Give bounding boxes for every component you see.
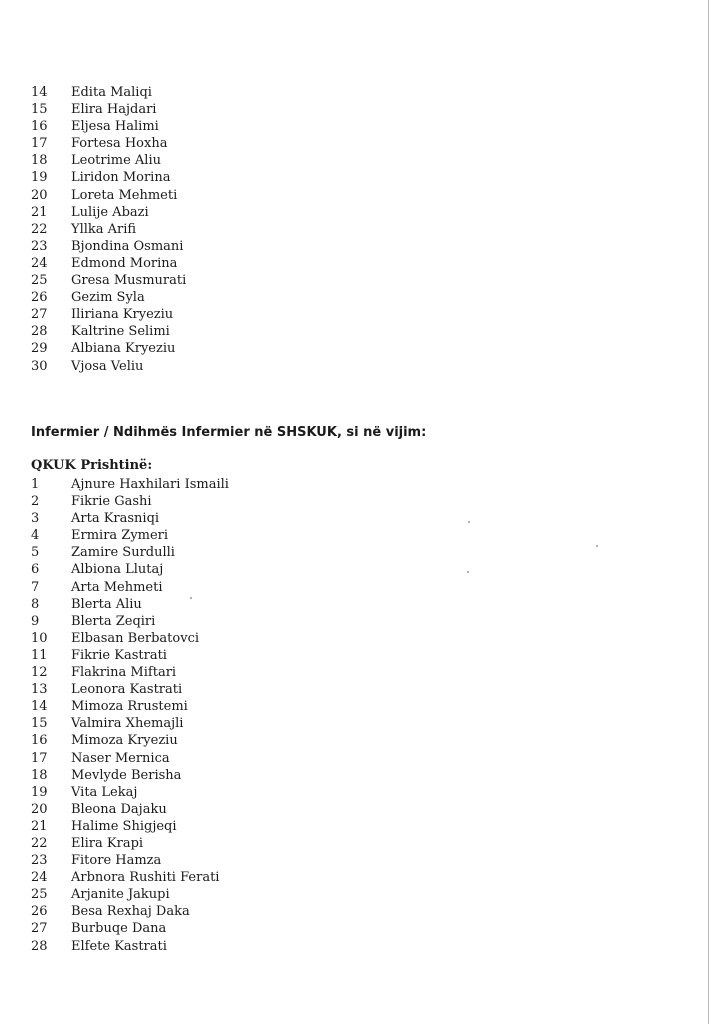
list-item [31, 255, 431, 272]
list-item [31, 493, 431, 510]
item-number: 30 [31, 358, 48, 374]
person-name: Fikrie Kastrati [71, 647, 167, 663]
item-number: 2 [31, 494, 40, 510]
list-item [31, 647, 431, 664]
item-number: 6 [31, 562, 40, 578]
item-number: 18 [31, 153, 48, 169]
list-item [31, 358, 431, 375]
item-number: 16 [31, 119, 48, 135]
person-name: Yllka Arifi [71, 221, 137, 237]
item-number: 25 [31, 273, 48, 289]
list-item [31, 801, 431, 818]
list-item [31, 698, 431, 715]
person-name: Arjanite Jakupi [71, 887, 170, 903]
item-number: 7 [31, 579, 40, 595]
list-item [31, 920, 431, 937]
person-name: Leotrime Aliu [71, 153, 161, 169]
person-name: Iliriana Kryeziu [71, 307, 174, 323]
list-item [31, 715, 431, 732]
person-name: Blerta Zeqiri [71, 613, 156, 629]
list-item [31, 118, 431, 135]
item-number: 23 [31, 853, 48, 869]
list-item [31, 169, 431, 186]
section-heading: Infermier / Ndihmës Infermier në SHSKUK, si në vijim: [31, 425, 427, 440]
person-name: Elira Krapi [71, 835, 144, 851]
person-name: Zamire Surdulli [71, 545, 175, 561]
person-name: Ajnure Haxhilari Ismaili [71, 477, 229, 492]
list-item [31, 784, 431, 801]
list-item [31, 681, 431, 698]
list-item [31, 613, 431, 630]
person-name: Elfete Kastrati [71, 938, 167, 954]
person-name: Liridon Morina [71, 170, 171, 186]
item-number: 10 [31, 630, 48, 646]
hospital-subheading: QKUK Prishtinë: [31, 458, 153, 473]
item-number: 28 [31, 938, 48, 954]
person-name: Bleona Dajaku [71, 801, 167, 817]
person-name: Ermira Zymeri [71, 528, 169, 544]
person-name: Edmond Morina [71, 255, 178, 271]
list-item [31, 510, 431, 527]
list-item [31, 306, 431, 323]
person-name: Leonora Kastrati [71, 682, 183, 698]
name-list-continued [31, 84, 431, 375]
person-name: Mimoza Rrustemi [71, 699, 188, 715]
person-name: Gresa Musmurati [71, 273, 187, 289]
item-number: 23 [31, 238, 48, 254]
person-name: Fortesa Hoxha [71, 136, 168, 152]
person-name: Halime Shigjeqi [71, 818, 177, 834]
item-number: 19 [31, 784, 48, 800]
person-name: Kaltrine Selimi [71, 324, 170, 340]
list-item [31, 272, 431, 289]
item-number: 11 [31, 647, 48, 663]
list-item [31, 938, 431, 955]
item-number: 17 [31, 136, 48, 152]
item-number: 27 [31, 307, 48, 323]
item-number: 19 [31, 170, 48, 186]
item-number: 3 [31, 511, 40, 527]
item-number: 16 [31, 733, 48, 749]
item-number: 21 [31, 818, 48, 834]
item-number: 26 [31, 904, 48, 920]
person-name: Vita Lekaj [71, 784, 138, 800]
person-name: Naser Mernica [71, 750, 170, 766]
person-name: Elbasan Berbatovci [71, 630, 200, 646]
item-number: 29 [31, 341, 48, 357]
list-item [31, 204, 431, 221]
person-name: Arbnora Rushiti Ferati [71, 870, 220, 886]
item-number: 4 [31, 528, 40, 544]
person-name: Edita Maliqi [71, 85, 152, 100]
list-item [31, 579, 431, 596]
list-item [31, 732, 431, 749]
list-item [31, 289, 431, 306]
list-item [31, 818, 431, 835]
list-item [31, 767, 431, 784]
person-name: Bjondina Osmani [71, 238, 184, 254]
person-name: Flakrina Miftari [71, 665, 177, 681]
list-item [31, 101, 431, 118]
list-item [31, 221, 431, 238]
item-number: 1 [31, 477, 40, 492]
person-name: Mevlyde Berisha [71, 767, 182, 783]
item-number: 24 [31, 870, 48, 886]
item-number: 17 [31, 750, 48, 766]
list-item [31, 84, 431, 101]
person-name: Gezim Syla [71, 290, 145, 306]
list-item [31, 835, 431, 852]
item-number: 28 [31, 324, 48, 340]
person-name: Arta Mehmeti [71, 579, 163, 595]
scan-speck [468, 521, 470, 523]
item-number: 26 [31, 290, 48, 306]
person-name: Albiona Llutaj [71, 562, 164, 578]
list-item [31, 750, 431, 767]
list-item [31, 630, 431, 647]
list-item [31, 340, 431, 357]
scan-speck [467, 571, 469, 573]
item-number: 22 [31, 835, 48, 851]
person-name: Eljesa Halimi [71, 119, 159, 135]
item-number: 15 [31, 102, 48, 118]
list-item [31, 527, 431, 544]
person-name: Albiana Kryeziu [71, 341, 176, 357]
item-number: 14 [31, 85, 48, 100]
scan-speck [596, 545, 598, 547]
person-name: Fitore Hamza [71, 853, 162, 869]
list-item [31, 869, 431, 886]
item-number: 27 [31, 921, 48, 937]
person-name: Besa Rexhaj Daka [71, 904, 190, 920]
item-number: 14 [31, 699, 48, 715]
person-name: Fikrie Gashi [71, 494, 152, 510]
item-number: 20 [31, 187, 48, 203]
item-number: 8 [31, 596, 40, 612]
item-number: 21 [31, 204, 48, 220]
person-name: Loreta Mehmeti [71, 187, 178, 203]
item-number: 15 [31, 716, 48, 732]
scan-speck [190, 597, 192, 599]
scan-edge-line [708, 0, 709, 1024]
list-item [31, 476, 431, 493]
item-number: 20 [31, 801, 48, 817]
person-name: Valmira Xhemajli [71, 716, 184, 732]
item-number: 22 [31, 221, 48, 237]
list-item [31, 323, 431, 340]
person-name: Burbuqe Dana [71, 921, 167, 937]
item-number: 9 [31, 613, 40, 629]
item-number: 24 [31, 255, 48, 271]
list-item [31, 596, 431, 613]
list-item [31, 664, 431, 681]
list-item [31, 152, 431, 169]
person-name: Elira Hajdari [71, 102, 157, 118]
name-list-qkuk [31, 476, 431, 955]
person-name: Vjosa Veliu [71, 358, 144, 374]
item-number: 13 [31, 682, 48, 698]
list-item [31, 544, 431, 561]
list-item [31, 852, 431, 869]
list-item [31, 561, 431, 578]
list-item [31, 135, 431, 152]
person-name: Blerta Aliu [71, 596, 142, 612]
list-item [31, 886, 431, 903]
person-name: Arta Krasniqi [71, 511, 160, 527]
item-number: 5 [31, 545, 40, 561]
list-item [31, 238, 431, 255]
list-item [31, 187, 431, 204]
person-name: Mimoza Kryeziu [71, 733, 178, 749]
list-item [31, 903, 431, 920]
person-name: Lulije Abazi [71, 204, 149, 220]
item-number: 25 [31, 887, 48, 903]
item-number: 18 [31, 767, 48, 783]
item-number: 12 [31, 665, 48, 681]
